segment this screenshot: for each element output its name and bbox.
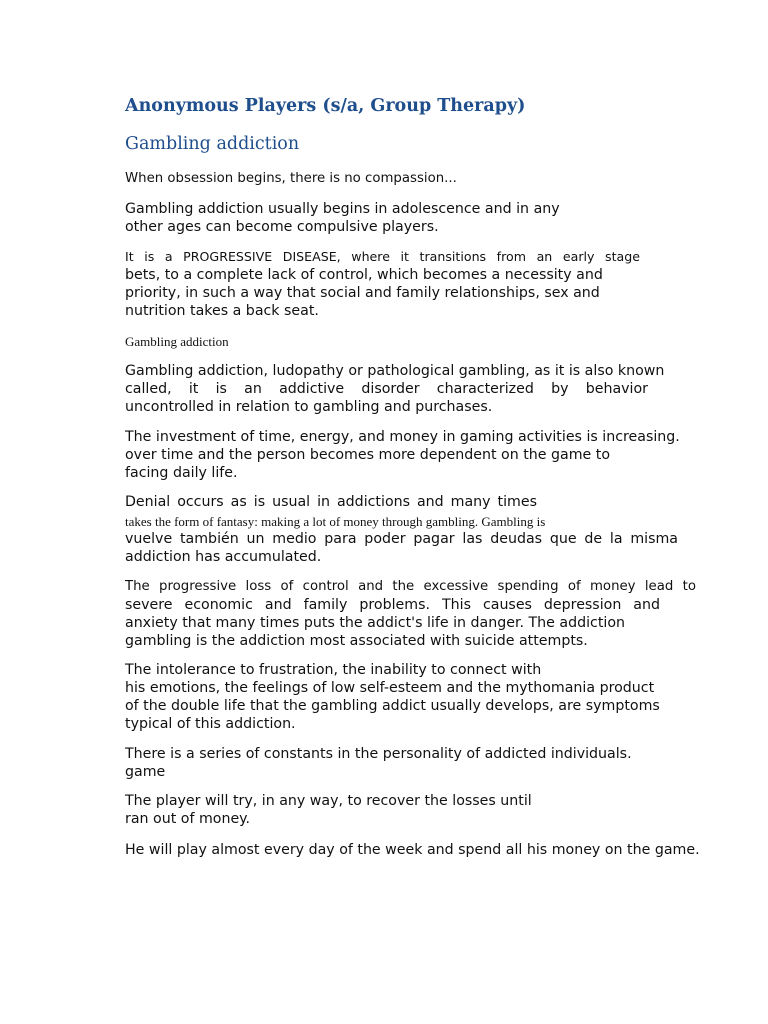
paragraph-10: He will play almost every day of the week and spend all his money on the game.	[125, 842, 700, 858]
paragraph-6-line-4: gambling is the addiction most associated with suicide attempts.	[125, 633, 588, 649]
paragraph-1-line-1: Gambling addiction usually begins in adolescence and in any	[125, 201, 560, 217]
paragraph-2-line-2: bets, to a complete lack of control, which becomes a necessity and	[125, 267, 603, 283]
paragraph-2-line-1: It is a PROGRESSIVE DISEASE, where it transitions from an early stage	[125, 249, 640, 264]
paragraph-3-line-3: uncontrolled in relation to gambling and purchases.	[125, 399, 493, 415]
paragraph-8-line-1: There is a series of constants in the personality of addicted individuals.	[125, 746, 632, 762]
paragraph-9-line-2: ran out of money.	[125, 811, 251, 827]
paragraph-7-line-3: of the double life that the gambling addict usually develops, are symptoms	[125, 698, 660, 714]
paragraph-5-line-3: vuelve también un medio para poder pagar las deudas que de la misma	[125, 531, 678, 547]
paragraph-8-line-2: game	[125, 764, 166, 780]
paragraph-3-line-1: Gambling addiction, ludopathy or pathological gambling, as it is also known	[125, 363, 665, 379]
paragraph-2-line-4: nutrition takes a back seat.	[125, 303, 319, 319]
paragraph-3-line-2: called, it is an addictive disorder characterized by behavior	[125, 381, 648, 397]
paragraph-4-line-2: over time and the person becomes more dependent on the game to	[125, 447, 611, 463]
document-title: Anonymous Players (s/a, Group Therapy)	[125, 96, 526, 116]
paragraph-5-line-2: takes the form of fantasy: making a lot of money through gambling. Gambling is	[125, 514, 546, 529]
paragraph-7-line-1: The intolerance to frustration, the inability to connect with	[125, 662, 542, 678]
paragraph-2-line-3: priority, in such a way that social and family relationships, sex and	[125, 285, 600, 301]
paragraph-4-line-1: The investment of time, energy, and money in gaming activities is increasing.	[125, 429, 680, 445]
document-subtitle: Gambling addiction	[125, 134, 300, 154]
paragraph-6-line-2: severe economic and family problems. This causes depression and	[125, 597, 660, 613]
lead-sentence: When obsession begins, there is no compassion...	[125, 171, 457, 186]
paragraph-1-line-2: other ages can become compulsive players.	[125, 219, 439, 235]
paragraph-6-line-3: anxiety that many times puts the addict's life in danger. The addiction	[125, 615, 626, 631]
paragraph-6-line-1: The progressive loss of control and the excessive spending of money lead to	[125, 579, 696, 594]
section-heading: Gambling addiction	[125, 334, 229, 349]
paragraph-5-line-1: Denial occurs as is usual in addictions and many times	[125, 494, 537, 510]
paragraph-9-line-1: The player will try, in any way, to recover the losses until	[125, 793, 532, 809]
paragraph-5-line-4: addiction has accumulated.	[125, 549, 322, 565]
paragraph-4-line-3: facing daily life.	[125, 465, 238, 481]
paragraph-7-line-4: typical of this addiction.	[125, 716, 296, 732]
paragraph-7-line-2: his emotions, the feelings of low self-esteem and the mythomania product	[125, 680, 655, 696]
